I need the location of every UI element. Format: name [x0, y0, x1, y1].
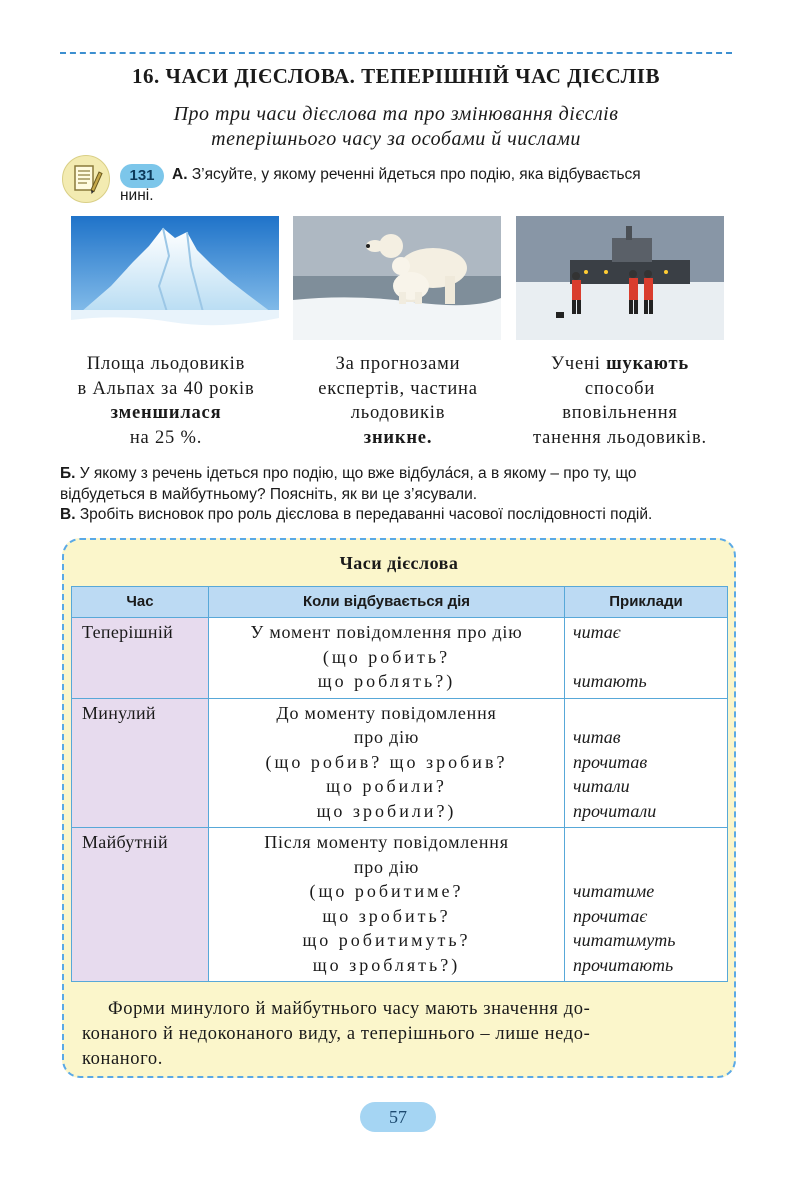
caption-line: способи	[584, 378, 656, 399]
caption-line: танення льодовиків.	[533, 427, 707, 448]
when-line: У момент повідомлення про дію	[250, 622, 523, 642]
page-title: 16. ЧАСИ ДІЄСЛОВА. ТЕПЕРІШНІЙ ЧАС ДІЄСЛІВ	[132, 64, 660, 88]
tense-name: Теперішній	[72, 618, 209, 699]
example: прочитають	[573, 954, 674, 975]
conclusion-line: конаного.	[82, 1049, 163, 1069]
example: читали	[573, 776, 630, 796]
caption-line: льодовиків	[350, 403, 446, 423]
part-letter: В.	[60, 506, 76, 523]
subtitle-line: теперішнього часу за особами й числами	[211, 128, 581, 150]
when-cell	[209, 828, 565, 982]
caption-line: вповільнення	[562, 403, 678, 423]
tense-name: Минулий	[72, 698, 209, 828]
caption-verb: зменшилася	[110, 403, 222, 423]
example: читає	[573, 622, 621, 642]
caption-verb: шукають	[606, 354, 689, 374]
caption-scientists	[514, 352, 726, 450]
exercise-parts-b-v	[60, 464, 740, 526]
example	[573, 855, 721, 880]
when-question: (що робить?	[322, 646, 451, 667]
example: прочитав	[573, 751, 648, 772]
table-row	[72, 618, 728, 699]
table-header-row	[72, 587, 728, 618]
caption-line: в Альпах за 40 років	[77, 378, 255, 399]
when-question: що зроблять?)	[312, 954, 461, 975]
page-number: 57	[360, 1102, 436, 1132]
column-header: Час	[72, 587, 209, 618]
example: прочитали	[573, 800, 657, 821]
when-question: що зробить?	[322, 905, 451, 926]
examples-cell	[565, 828, 728, 982]
caption-line: на 25 %.	[129, 427, 203, 448]
caption-verb: зникне	[363, 427, 427, 448]
page-subtitle	[60, 102, 732, 152]
table-row	[72, 828, 728, 982]
part-b-text-cont: відбудеться в майбутньому? Поясніть, як ви це з’ясували.	[60, 485, 478, 503]
example: читають	[573, 671, 647, 691]
column-header: Приклади	[565, 587, 728, 618]
column-header: Коли відбувається дія	[209, 587, 565, 618]
when-question: що робили?	[326, 776, 447, 796]
example: читатимуть	[573, 930, 676, 950]
part-v-text: Зробіть висновок про роль дієслова в передаванні часової послідовності подій.	[79, 506, 653, 523]
when-line: Після моменту повідомлення	[264, 832, 509, 852]
photo-glacier	[71, 216, 279, 340]
part-a-text: З’ясуйте, у якому реченні йдеться про подію, яка відбувається	[191, 166, 641, 183]
photo-icebreaker-scientists	[516, 216, 724, 340]
caption-line: За прогнозами	[335, 354, 461, 374]
example: читатиме	[573, 881, 655, 901]
when-line: про дію	[353, 856, 420, 877]
when-question: що роблять?)	[317, 671, 456, 691]
caption-line: експертів, частина	[318, 378, 478, 399]
example: прочитає	[573, 905, 648, 926]
examples-cell	[565, 698, 728, 828]
photo-polar-bears	[293, 216, 501, 340]
part-letter: Б.	[60, 465, 76, 482]
when-cell	[209, 618, 565, 699]
caption-line: Площа льодовиків	[86, 354, 246, 374]
table-title: Часи дієслова	[339, 553, 459, 573]
caption-line: Учені	[551, 354, 601, 374]
example	[573, 701, 721, 726]
when-line: До моменту повідомлення	[276, 702, 497, 723]
caption-bears	[292, 352, 504, 450]
exercise-number-badge: 131	[120, 164, 164, 188]
part-b-text: У якому з речень ідеться про подію, що вже відбула́ся, а в якому – про ту, що	[79, 465, 637, 482]
tense-name: Майбутній	[72, 828, 209, 982]
rule-conclusion	[82, 997, 722, 1072]
example	[573, 645, 721, 670]
example	[573, 830, 721, 855]
when-question: що робитимуть?	[302, 930, 471, 950]
when-cell	[209, 698, 565, 828]
subtitle-line: Про три часи дієслова та про змінювання дієслів	[173, 103, 619, 125]
conclusion-line: Форми минулого й майбутнього часу мають значення до-	[108, 999, 591, 1019]
rule-box	[62, 538, 736, 1078]
caption-period: .	[426, 427, 433, 448]
examples-cell	[565, 618, 728, 699]
example: читав	[573, 727, 621, 747]
table-row	[72, 698, 728, 828]
notebook-pencil-icon	[62, 155, 110, 203]
top-divider	[60, 52, 732, 54]
caption-glacier	[60, 352, 272, 450]
when-question: (що робитиме?	[309, 881, 464, 901]
part-letter: А.	[172, 166, 188, 183]
tenses-table	[71, 586, 728, 982]
conclusion-line: конаного й недоконаного виду, а теперішнього – лише недо-	[82, 1024, 591, 1044]
when-question: що зробили?)	[316, 800, 457, 821]
when-line: про дію	[353, 727, 420, 747]
when-question: (що робив? що зробив?	[265, 751, 508, 772]
part-a-text-cont: нині.	[120, 187, 154, 204]
